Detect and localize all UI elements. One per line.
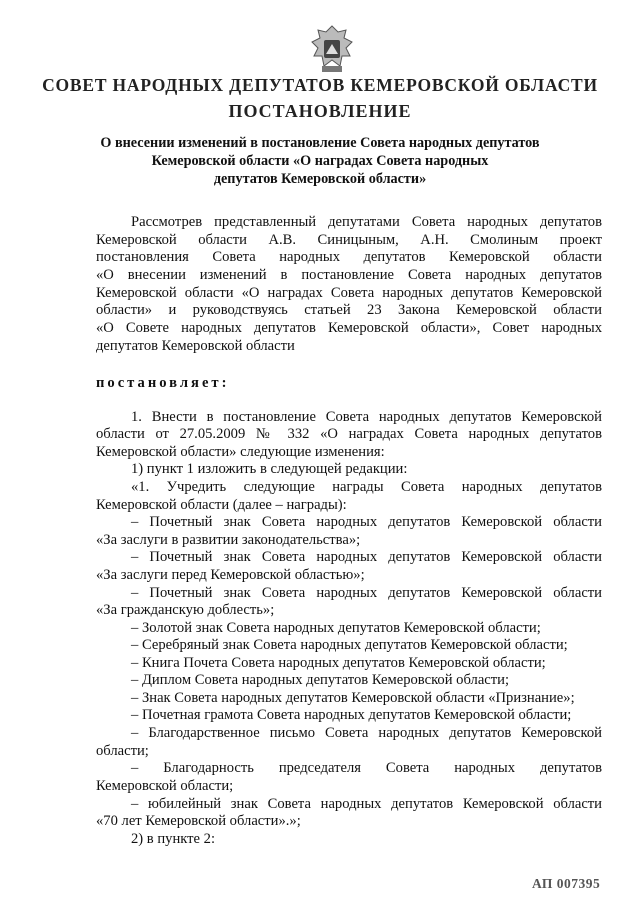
body-line: 1) пункт 1 изложить в следующей редакции: [131, 461, 408, 477]
body-line: – Почетный знак Совета народных депутатов Кемеровской области [131, 585, 602, 601]
body-line: – Почетный знак Совета народных депутатов Кемеровской области [131, 549, 602, 565]
body-line: области от 27.05.2009 № 332 «О наградах Совета народных депутатов [96, 426, 602, 442]
body-line: «1. Учредить следующие награды Совета народных депутатов [131, 479, 602, 495]
preamble-line: Кемеровской области А.В. Синицыным, А.Н. Смолиным проект [96, 232, 602, 248]
body-line: «За гражданскую доблесть»; [96, 602, 275, 618]
body-line: «За заслуги перед Кемеровской областью»; [96, 567, 365, 583]
body-line: – Знак Совета народных депутатов Кемеровской области «Признание»; [131, 690, 575, 706]
preamble-line: «О Совете народных депутатов Кемеровской области», Совет народных [96, 320, 602, 336]
body-line: Кемеровской области (далее – награды): [96, 497, 347, 513]
body-line: – Золотой знак Совета народных депутатов Кемеровской области; [131, 620, 541, 636]
body-line: – Книга Почета Совета народных депутатов Кемеровской области; [131, 655, 546, 671]
body-line: – Почетный знак Совета народных депутатов Кемеровской области [131, 514, 602, 530]
serial-stamp: АП 007395 [532, 876, 601, 891]
org-title: СОВЕТ НАРОДНЫХ ДЕПУТАТОВ КЕМЕРОВСКОЙ ОБЛАСТИ [42, 75, 598, 95]
body-line: Кемеровской области; [96, 778, 234, 794]
document-type: ПОСТАНОВЛЕНИЕ [228, 101, 412, 121]
body-line: – Благодарность председателя Совета народных депутатов [131, 760, 602, 776]
subject-line: депутатов Кемеровской области» [213, 171, 427, 187]
preamble-line: Кемеровской области «О наградах Совета народных депутатов Кемеровской [96, 285, 602, 301]
body-line: – Благодарственное письмо Совета народных депутатов Кемеровской [131, 725, 602, 741]
body-line: «За заслуги в развитии законодательства»; [96, 532, 361, 548]
decree-word: постановляет: [96, 375, 230, 391]
body-line: Кемеровской области» следующие изменения: [96, 444, 385, 460]
preamble-line: области» и руководствуясь статьей 23 Закона Кемеровской области [96, 302, 602, 318]
subject-line: Кемеровской области «О наградах Совета народных [151, 153, 489, 169]
document-subject [95, 134, 545, 188]
coat-of-arms-icon [308, 24, 356, 76]
body-line: 1. Внести в постановление Совета народных депутатов Кемеровской [131, 409, 602, 425]
preamble-line: Рассмотрев представленный депутатами Совета народных депутатов [131, 214, 602, 230]
preamble-line: депутатов Кемеровской области [96, 338, 295, 354]
preamble-line: «О внесении изменений в постановление Совета народных депутатов [96, 267, 602, 283]
body-line: – юбилейный знак Совета народных депутатов Кемеровской области [131, 796, 602, 812]
subject-line: О внесении изменений в постановление Совета народных депутатов [100, 135, 540, 151]
body-line: – Серебряный знак Совета народных депутатов Кемеровской области; [131, 637, 568, 653]
body-line: – Диплом Совета народных депутатов Кемеровской области; [131, 672, 510, 688]
body-line: 2) в пункте 2: [131, 831, 216, 847]
body-line: – Почетная грамота Совета народных депутатов Кемеровской области; [131, 707, 572, 723]
body-line: «70 лет Кемеровской области».»; [96, 813, 301, 829]
preamble-line: постановления Совета народных депутатов Кемеровской области [96, 249, 602, 265]
body-line: области; [96, 743, 149, 759]
